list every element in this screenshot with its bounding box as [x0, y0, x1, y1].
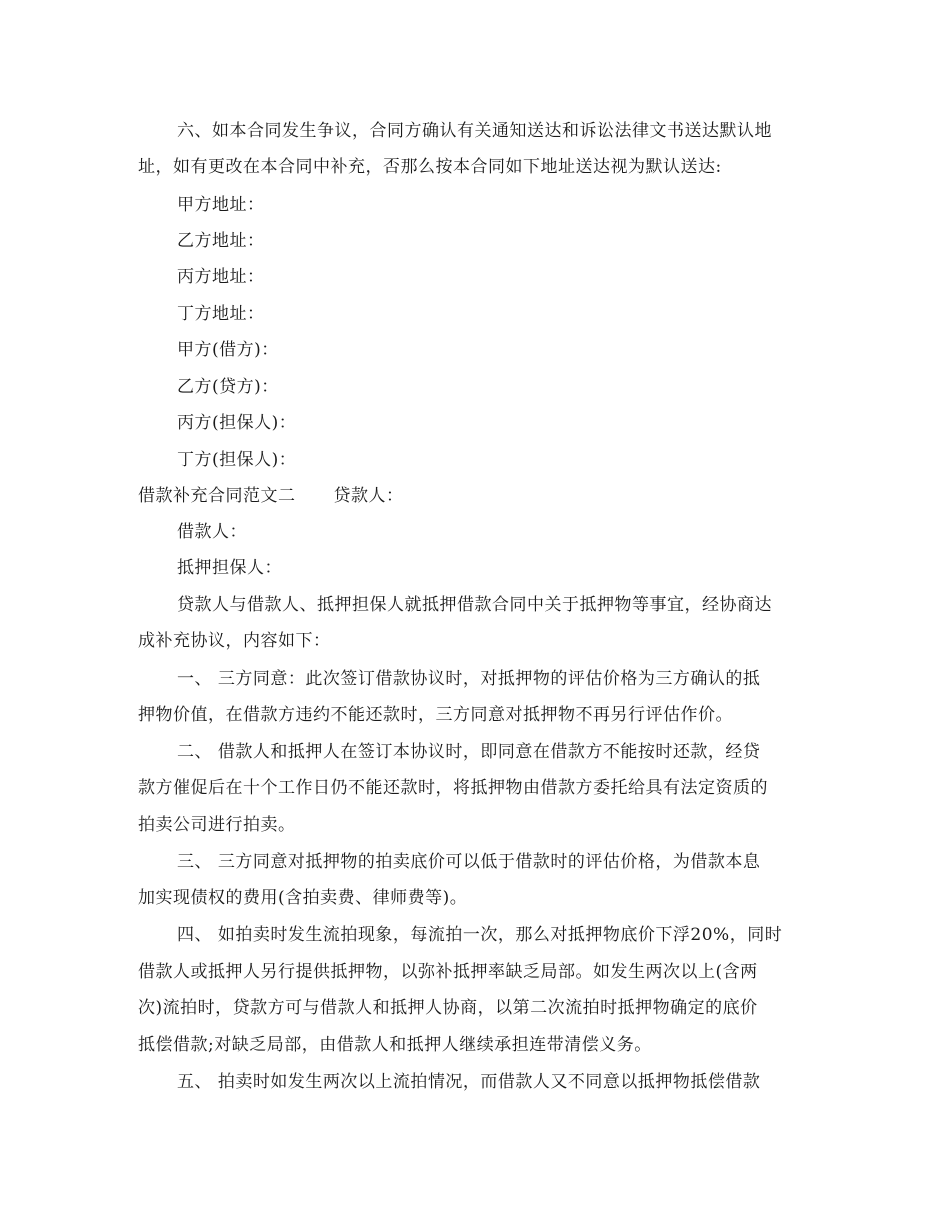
- heading-title: 借款补充合同范文二: [138, 486, 296, 506]
- party-field-d: 丁方(担保人)：: [177, 450, 297, 470]
- heading-lender: 贷款人：: [333, 486, 404, 506]
- paragraph-line: 二、 借款人和抵押人在签订本协议时，即同意在借款方不能按时还款，经贷: [177, 742, 761, 762]
- paragraph-line: 押物价值，在借款方违约不能还款时，三方同意对抵押物不再另行评估作价。: [138, 705, 733, 725]
- section-heading: [138, 486, 404, 506]
- address-field-d: 丁方地址：: [177, 304, 265, 324]
- paragraph-line: 借款人或抵押人另行提供抵押物，以弥补抵押率缺乏局部。如发生两次以上(含两: [138, 962, 758, 982]
- paragraph-line: 加实现债权的费用(含拍卖费、律师费等)。: [138, 888, 468, 908]
- paragraph-line: 抵偿借款;对缺乏局部，由借款人和抵押人继续承担连带清偿义务。: [138, 1035, 652, 1055]
- paragraph-line: 款方催促后在十个工作日仍不能还款时，将抵押物由借款方委托给具有法定资质的: [138, 778, 768, 798]
- party-field-b: 乙方(贷方)：: [177, 377, 279, 397]
- address-field-a: 甲方地址：: [177, 195, 265, 215]
- address-field-b: 乙方地址：: [177, 231, 265, 251]
- paragraph-line: 四、 如拍卖时发生流拍现象，每流拍一次，那么对抵押物底价下浮20%，同时: [177, 925, 783, 945]
- address-field-c: 丙方地址：: [177, 267, 265, 287]
- paragraph-line: 址，如有更改在本合同中补充，否那么按本合同如下地址送达视为默认送达:: [138, 157, 722, 177]
- party-field-a: 甲方(借方)：: [177, 340, 279, 360]
- paragraph-line: 一、 三方同意：此次签订借款协议时，对抵押物的评估价格为三方确认的抵: [177, 669, 761, 689]
- paragraph-line: 三、 三方同意对抵押物的拍卖底价可以低于借款时的评估价格，为借款本息: [177, 852, 761, 872]
- paragraph-line: 五、 拍卖时如发生两次以上流拍情况，而借款人又不同意以抵押物抵偿借款: [177, 1072, 761, 1092]
- paragraph-line: 成补充协议，内容如下：: [138, 631, 331, 651]
- paragraph-line: 拍卖公司进行拍卖。: [138, 815, 296, 835]
- paragraph-line: 次)流拍时，贷款方可与借款人和抵押人协商，以第二次流拍时抵押物确定的底价: [138, 998, 758, 1018]
- paragraph-line: 六、如本合同发生争议，合同方确认有关通知送达和诉讼法律文书送达默认地: [177, 121, 772, 141]
- paragraph-line: 贷款人与借款人、抵押担保人就抵押借款合同中关于抵押物等事宜，经协商达: [177, 595, 772, 615]
- party-field-c: 丙方(担保人)：: [177, 413, 297, 433]
- guarantor-field: 抵押担保人：: [177, 558, 282, 578]
- borrower-field: 借款人：: [177, 522, 247, 542]
